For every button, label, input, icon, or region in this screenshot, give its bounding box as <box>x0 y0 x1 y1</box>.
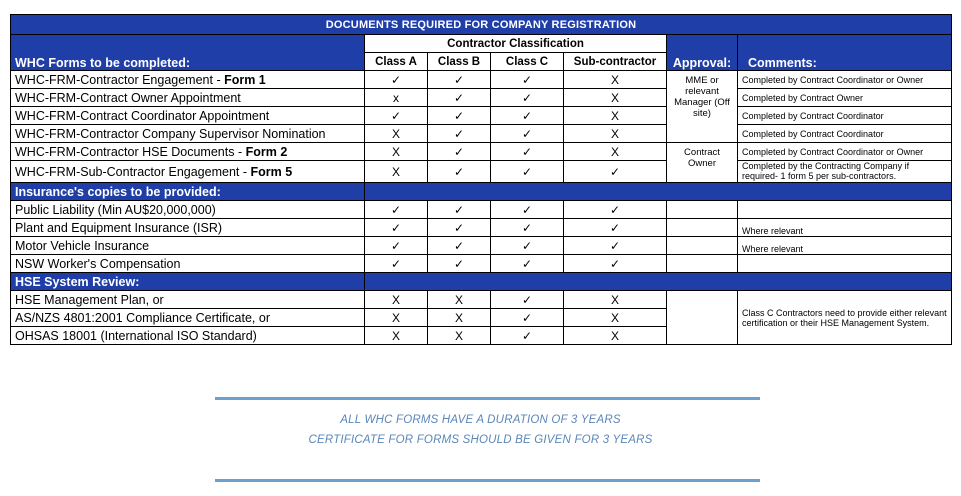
comment-cell: Where relevant <box>738 237 952 255</box>
contractor-classification-header: Contractor Classification <box>365 35 667 53</box>
comment-cell: Completed by Contract Coordinator or Owner <box>738 143 952 161</box>
mark-cell: ✓ <box>491 201 564 219</box>
comment-cell: Where relevant <box>738 219 952 237</box>
mark-cell: ✓ <box>365 107 428 125</box>
approval-cell <box>667 255 738 273</box>
table-row <box>11 255 952 273</box>
registration-table <box>10 14 952 345</box>
column-sub-contractor: Sub-contractor <box>564 53 667 71</box>
table-row <box>11 291 952 309</box>
section-hse-heading: HSE System Review: <box>11 273 365 291</box>
mark-cell: ✓ <box>428 237 491 255</box>
mark-cell: ✓ <box>428 125 491 143</box>
comment-cell: Completed by the Contracting Company if required- 1 form 5 per sub-contractors. <box>738 161 952 183</box>
mark-cell: X <box>564 309 667 327</box>
mark-cell: ✓ <box>428 89 491 107</box>
mark-cell: X <box>365 327 428 345</box>
table-title: DOCUMENTS REQUIRED FOR COMPANY REGISTRATION <box>11 15 952 35</box>
mark-cell: ✓ <box>564 237 667 255</box>
mark-cell: ✓ <box>564 161 667 183</box>
comments-header: Comments: <box>738 35 952 71</box>
comment-cell: Completed by Contract Owner <box>738 89 952 107</box>
mark-cell: ✓ <box>491 255 564 273</box>
hse-item-name: HSE Management Plan, or <box>11 291 365 309</box>
mark-cell: ✓ <box>428 107 491 125</box>
insurance-name: NSW Worker's Compensation <box>11 255 365 273</box>
mark-cell: ✓ <box>491 107 564 125</box>
mark-cell: ✓ <box>428 161 491 183</box>
mark-cell: ✓ <box>491 327 564 345</box>
table-row <box>11 71 952 89</box>
comment-cell: Completed by Contract Coordinator or Owner <box>738 71 952 89</box>
mark-cell: ✓ <box>365 237 428 255</box>
mark-cell: ✓ <box>564 201 667 219</box>
mark-cell: X <box>564 107 667 125</box>
table-row <box>11 161 952 183</box>
mark-cell: ✓ <box>491 71 564 89</box>
mark-cell: X <box>564 291 667 309</box>
mark-cell: ✓ <box>428 219 491 237</box>
approval-cell <box>667 291 738 345</box>
form-name: WHC-FRM-Contractor Engagement - Form 1 <box>11 71 365 89</box>
mark-cell: X <box>564 125 667 143</box>
approval-cell <box>667 219 738 237</box>
mark-cell: X <box>564 71 667 89</box>
column-class-a: Class A <box>365 53 428 71</box>
approval-cell-2: Contract Owner <box>667 143 738 183</box>
mark-cell: ✓ <box>491 161 564 183</box>
mark-cell: X <box>365 291 428 309</box>
column-class-c: Class C <box>491 53 564 71</box>
mark-cell: ✓ <box>564 255 667 273</box>
mark-cell: ✓ <box>564 219 667 237</box>
insurance-name: Plant and Equipment Insurance (ISR) <box>11 219 365 237</box>
section-insurance-heading: Insurance's copies to be provided: <box>11 183 365 201</box>
mark-cell: ✓ <box>428 255 491 273</box>
mark-cell: ✓ <box>428 71 491 89</box>
form-name: WHC-FRM-Contract Coordinator Appointment <box>11 107 365 125</box>
mark-cell: ✓ <box>491 219 564 237</box>
mark-cell: X <box>365 309 428 327</box>
comment-cell <box>738 201 952 219</box>
hse-comment-cell: Class C Contractors need to provide either relevant certification or their HSE Management System. <box>738 291 952 345</box>
mark-cell: ✓ <box>428 143 491 161</box>
approval-header: Approval: <box>667 35 738 71</box>
note-line-2: CERTIFICATE FOR FORMS SHOULD BE GIVEN FOR 3 YEARS <box>308 434 653 446</box>
comment-cell <box>738 255 952 273</box>
table-row <box>11 107 952 125</box>
approval-cell-1: MME or relevant Manager (Off site) <box>667 71 738 143</box>
section-band-fill <box>365 183 952 201</box>
top-divider <box>215 397 760 400</box>
section-forms-heading: WHC Forms to be completed: <box>11 35 365 71</box>
mark-cell: X <box>564 327 667 345</box>
approval-cell <box>667 237 738 255</box>
form-name: WHC-FRM-Contractor Company Supervisor Nomination <box>11 125 365 143</box>
mark-cell: ✓ <box>491 309 564 327</box>
mark-cell: ✓ <box>428 201 491 219</box>
mark-cell: x <box>365 89 428 107</box>
mark-cell: X <box>428 327 491 345</box>
form-name: WHC-FRM-Contract Owner Appointment <box>11 89 365 107</box>
mark-cell: X <box>365 161 428 183</box>
mark-cell: ✓ <box>491 143 564 161</box>
form-name: WHC-FRM-Sub-Contractor Engagement - Form 5 <box>11 161 365 183</box>
mark-cell: ✓ <box>491 89 564 107</box>
insurance-name: Motor Vehicle Insurance <box>11 237 365 255</box>
table-row <box>11 89 952 107</box>
table-row <box>11 143 952 161</box>
mark-cell: X <box>428 291 491 309</box>
bottom-divider <box>215 479 760 482</box>
note-line-1: ALL WHC FORMS HAVE A DURATION OF 3 YEARS <box>340 414 621 426</box>
mark-cell: ✓ <box>491 125 564 143</box>
mark-cell: ✓ <box>365 255 428 273</box>
table-row <box>11 219 952 237</box>
mark-cell: ✓ <box>365 201 428 219</box>
mark-cell: X <box>428 309 491 327</box>
table-row <box>11 201 952 219</box>
hse-item-name: AS/NZS 4801:2001 Compliance Certificate, or <box>11 309 365 327</box>
table-row <box>11 237 952 255</box>
column-class-b: Class B <box>428 53 491 71</box>
mark-cell: ✓ <box>491 237 564 255</box>
hse-item-name: OHSAS 18001 (International ISO Standard) <box>11 327 365 345</box>
mark-cell: ✓ <box>365 219 428 237</box>
mark-cell: ✓ <box>365 71 428 89</box>
registration-table-container <box>10 14 951 345</box>
approval-cell <box>667 201 738 219</box>
mark-cell: X <box>564 143 667 161</box>
mark-cell: X <box>564 89 667 107</box>
mark-cell: X <box>365 143 428 161</box>
comment-cell: Completed by Contract Coordinator <box>738 107 952 125</box>
table-row <box>11 125 952 143</box>
comment-cell: Completed by Contract Coordinator <box>738 125 952 143</box>
mark-cell: ✓ <box>491 291 564 309</box>
form-name: WHC-FRM-Contractor HSE Documents - Form 2 <box>11 143 365 161</box>
section-band-fill <box>365 273 952 291</box>
mark-cell: X <box>365 125 428 143</box>
insurance-name: Public Liability (Min AU$20,000,000) <box>11 201 365 219</box>
